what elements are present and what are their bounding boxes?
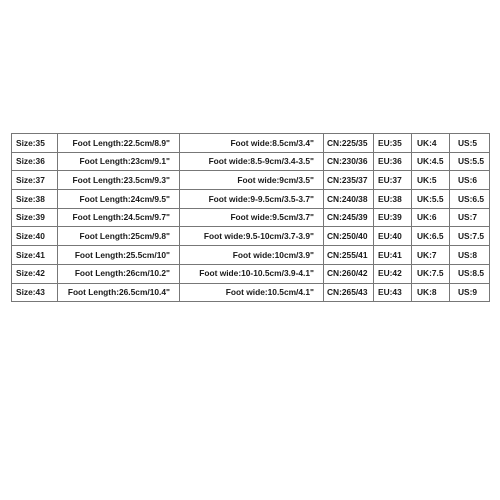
size-cell: Size:35 — [12, 134, 58, 153]
us-size-cell: US:6.5 — [450, 190, 490, 209]
foot-length-cell: Foot Length:23cm/9.1" — [58, 152, 180, 171]
foot-wide-cell: Foot wide:9cm/3.5" — [180, 171, 324, 190]
us-size-cell: US:9 — [450, 283, 490, 302]
cn-size-cell: CN:260/42 — [324, 264, 374, 283]
us-size-cell: US:8.5 — [450, 264, 490, 283]
eu-size-cell: EU:39 — [374, 208, 412, 227]
uk-size-cell: UK:5 — [412, 171, 450, 190]
foot-wide-cell: Foot wide:8.5-9cm/3.4-3.5" — [180, 152, 324, 171]
us-size-cell: US:8 — [450, 246, 490, 265]
us-size-cell: US:5 — [450, 134, 490, 153]
eu-size-cell: EU:35 — [374, 134, 412, 153]
size-cell: Size:40 — [12, 227, 58, 246]
foot-wide-cell: Foot wide:10cm/3.9" — [180, 246, 324, 265]
uk-size-cell: UK:4.5 — [412, 152, 450, 171]
eu-size-cell: EU:36 — [374, 152, 412, 171]
table-row — [12, 134, 490, 153]
uk-size-cell: UK:6.5 — [412, 227, 450, 246]
us-size-cell: US:7.5 — [450, 227, 490, 246]
foot-wide-cell: Foot wide:8.5cm/3.4" — [180, 134, 324, 153]
foot-length-cell: Foot Length:22.5cm/8.9" — [58, 134, 180, 153]
us-size-cell: US:7 — [450, 208, 490, 227]
cn-size-cell: CN:235/37 — [324, 171, 374, 190]
eu-size-cell: EU:38 — [374, 190, 412, 209]
foot-length-cell: Foot Length:24.5cm/9.7" — [58, 208, 180, 227]
eu-size-cell: EU:40 — [374, 227, 412, 246]
table-row — [12, 283, 490, 302]
foot-length-cell: Foot Length:25.5cm/10" — [58, 246, 180, 265]
foot-wide-cell: Foot wide:9-9.5cm/3.5-3.7" — [180, 190, 324, 209]
size-cell: Size:38 — [12, 190, 58, 209]
foot-length-cell: Foot Length:24cm/9.5" — [58, 190, 180, 209]
cn-size-cell: CN:240/38 — [324, 190, 374, 209]
uk-size-cell: UK:7 — [412, 246, 450, 265]
foot-length-cell: Foot Length:23.5cm/9.3" — [58, 171, 180, 190]
cn-size-cell: CN:265/43 — [324, 283, 374, 302]
eu-size-cell: EU:37 — [374, 171, 412, 190]
table-row — [12, 227, 490, 246]
size-cell: Size:36 — [12, 152, 58, 171]
table-row — [12, 264, 490, 283]
table-row — [12, 246, 490, 265]
cn-size-cell: CN:250/40 — [324, 227, 374, 246]
eu-size-cell: EU:41 — [374, 246, 412, 265]
size-cell: Size:41 — [12, 246, 58, 265]
size-chart-table — [11, 133, 490, 302]
us-size-cell: US:5.5 — [450, 152, 490, 171]
cn-size-cell: CN:255/41 — [324, 246, 374, 265]
size-cell: Size:42 — [12, 264, 58, 283]
table-row — [12, 171, 490, 190]
eu-size-cell: EU:43 — [374, 283, 412, 302]
cn-size-cell: CN:225/35 — [324, 134, 374, 153]
cn-size-cell: CN:245/39 — [324, 208, 374, 227]
foot-length-cell: Foot Length:26.5cm/10.4" — [58, 283, 180, 302]
table-row — [12, 190, 490, 209]
us-size-cell: US:6 — [450, 171, 490, 190]
uk-size-cell: UK:5.5 — [412, 190, 450, 209]
size-cell: Size:37 — [12, 171, 58, 190]
uk-size-cell: UK:6 — [412, 208, 450, 227]
uk-size-cell: UK:7.5 — [412, 264, 450, 283]
foot-length-cell: Foot Length:26cm/10.2" — [58, 264, 180, 283]
table-row — [12, 152, 490, 171]
size-cell: Size:39 — [12, 208, 58, 227]
foot-length-cell: Foot Length:25cm/9.8" — [58, 227, 180, 246]
table-row — [12, 208, 490, 227]
foot-wide-cell: Foot wide:10-10.5cm/3.9-4.1" — [180, 264, 324, 283]
cn-size-cell: CN:230/36 — [324, 152, 374, 171]
eu-size-cell: EU:42 — [374, 264, 412, 283]
foot-wide-cell: Foot wide:9.5cm/3.7" — [180, 208, 324, 227]
foot-wide-cell: Foot wide:10.5cm/4.1" — [180, 283, 324, 302]
uk-size-cell: UK:4 — [412, 134, 450, 153]
foot-wide-cell: Foot wide:9.5-10cm/3.7-3.9" — [180, 227, 324, 246]
size-cell: Size:43 — [12, 283, 58, 302]
uk-size-cell: UK:8 — [412, 283, 450, 302]
